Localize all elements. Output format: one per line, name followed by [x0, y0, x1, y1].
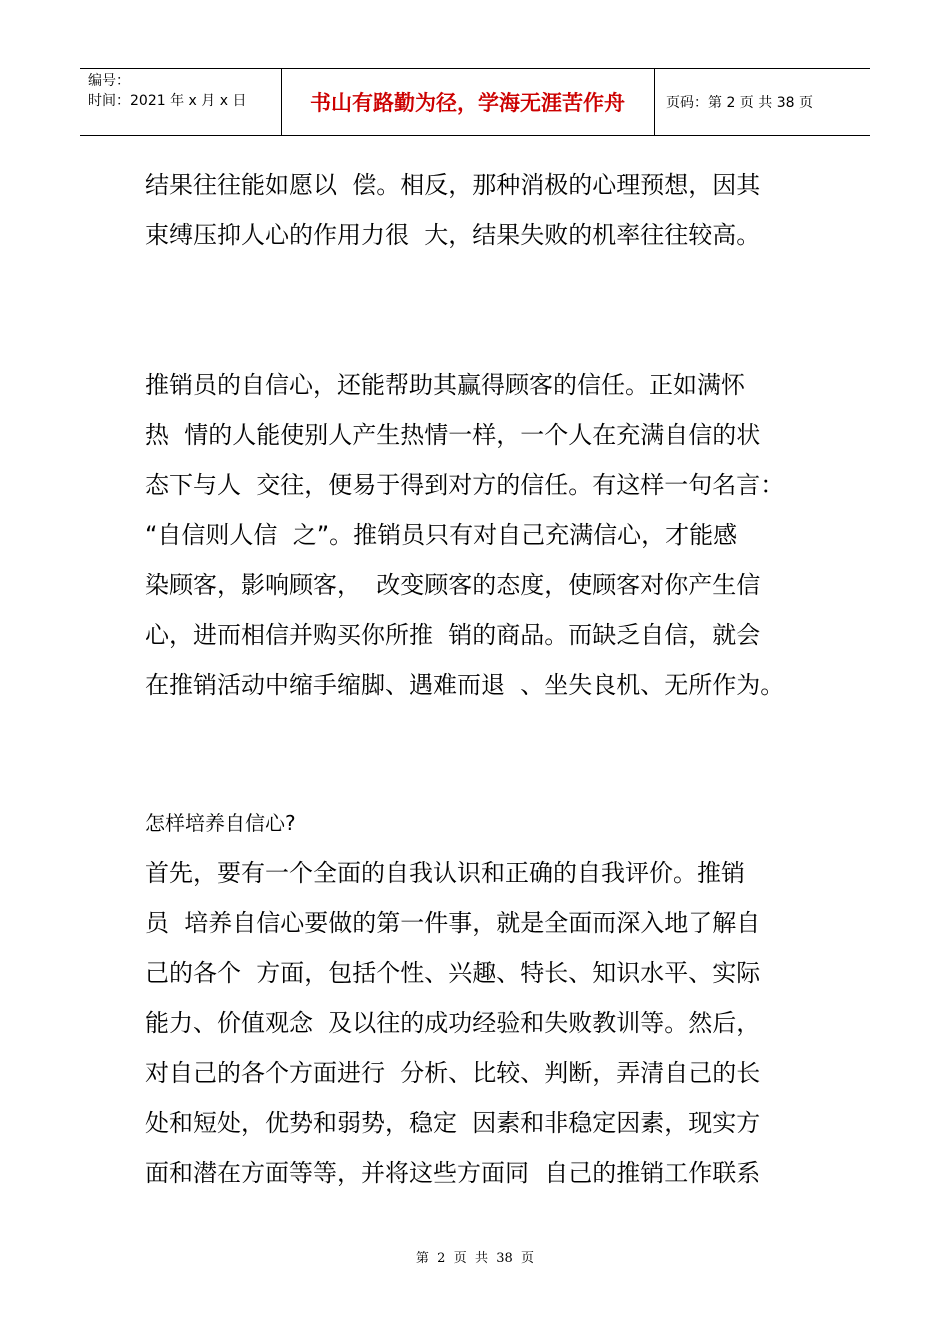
paragraph-line: 对自己的各个方面进行 分析、比较、判断，弄清自己的长: [145, 1059, 761, 1087]
paragraph-line: 束缚压抑人心的作用力很 大，结果失败的机率往往较高。: [145, 221, 761, 249]
paragraph-line: “自信则人信 之”。推销员只有对自己充满信心，才能感: [145, 521, 738, 549]
paragraph-line: 能力、价值观念 及以往的成功经验和失败教训等。然后，: [145, 1009, 761, 1037]
paragraph-line: 处和短处，优势和弱势，稳定 因素和非稳定因素，现实方: [145, 1109, 761, 1137]
paragraph-line: 热 情的人能使别人产生热情一样，一个人在充满自信的状: [145, 421, 761, 449]
header-motto: 书山有路勤为径，学海无涯苦作舟: [310, 91, 625, 115]
document-date-label: 时间：2021 年 x 月 x 日: [88, 93, 247, 109]
page-footer: 第 2 页 共 38 页: [415, 1251, 535, 1266]
document-number-label: 编号：: [88, 73, 130, 89]
paragraph-line: 态下与人 交往，便易于得到对方的信任。有这样一句名言：: [145, 471, 785, 499]
paragraph-line: 推销员的自信心，还能帮助其赢得顾客的信任。正如满怀: [145, 371, 745, 399]
document-body: [145, 160, 845, 1198]
paragraph-line: 员 培养自信心要做的第一件事，就是全面而深入地了解自: [145, 909, 761, 937]
header-meta: [88, 71, 246, 111]
paragraph-line: 心，进而相信并购买你所推 销的商品。而缺乏自信，就会: [145, 621, 761, 649]
paragraph-line: 结果往往能如愿以 偿。相反，那种消极的心理预想，因其: [145, 171, 761, 199]
paragraph-gap: [145, 260, 845, 360]
header-page-number: 页码：第 2 页 共 38 页: [666, 95, 813, 111]
paragraph-line: 在推销活动中缩手缩脚、遇难而退 、坐失良机、无所作为。: [145, 671, 785, 699]
header-divider: [654, 69, 655, 135]
section-heading: 怎样培养自信心?: [145, 811, 296, 835]
paragraph-line: 首先，要有一个全面的自我认识和正确的自我评价。推销: [145, 859, 745, 887]
paragraph-gap: [145, 710, 845, 798]
paragraph-line: 染顾客，影响顾客， 改变顾客的态度，使顾客对你产生信: [145, 571, 761, 599]
page-header: [80, 68, 870, 136]
paragraph-line: 己的各个 方面，包括个性、兴趣、特长、知识水平、实际: [145, 959, 761, 987]
paragraph-line: 面和潜在方面等等，并将这些方面同 自己的推销工作联系: [145, 1159, 761, 1187]
